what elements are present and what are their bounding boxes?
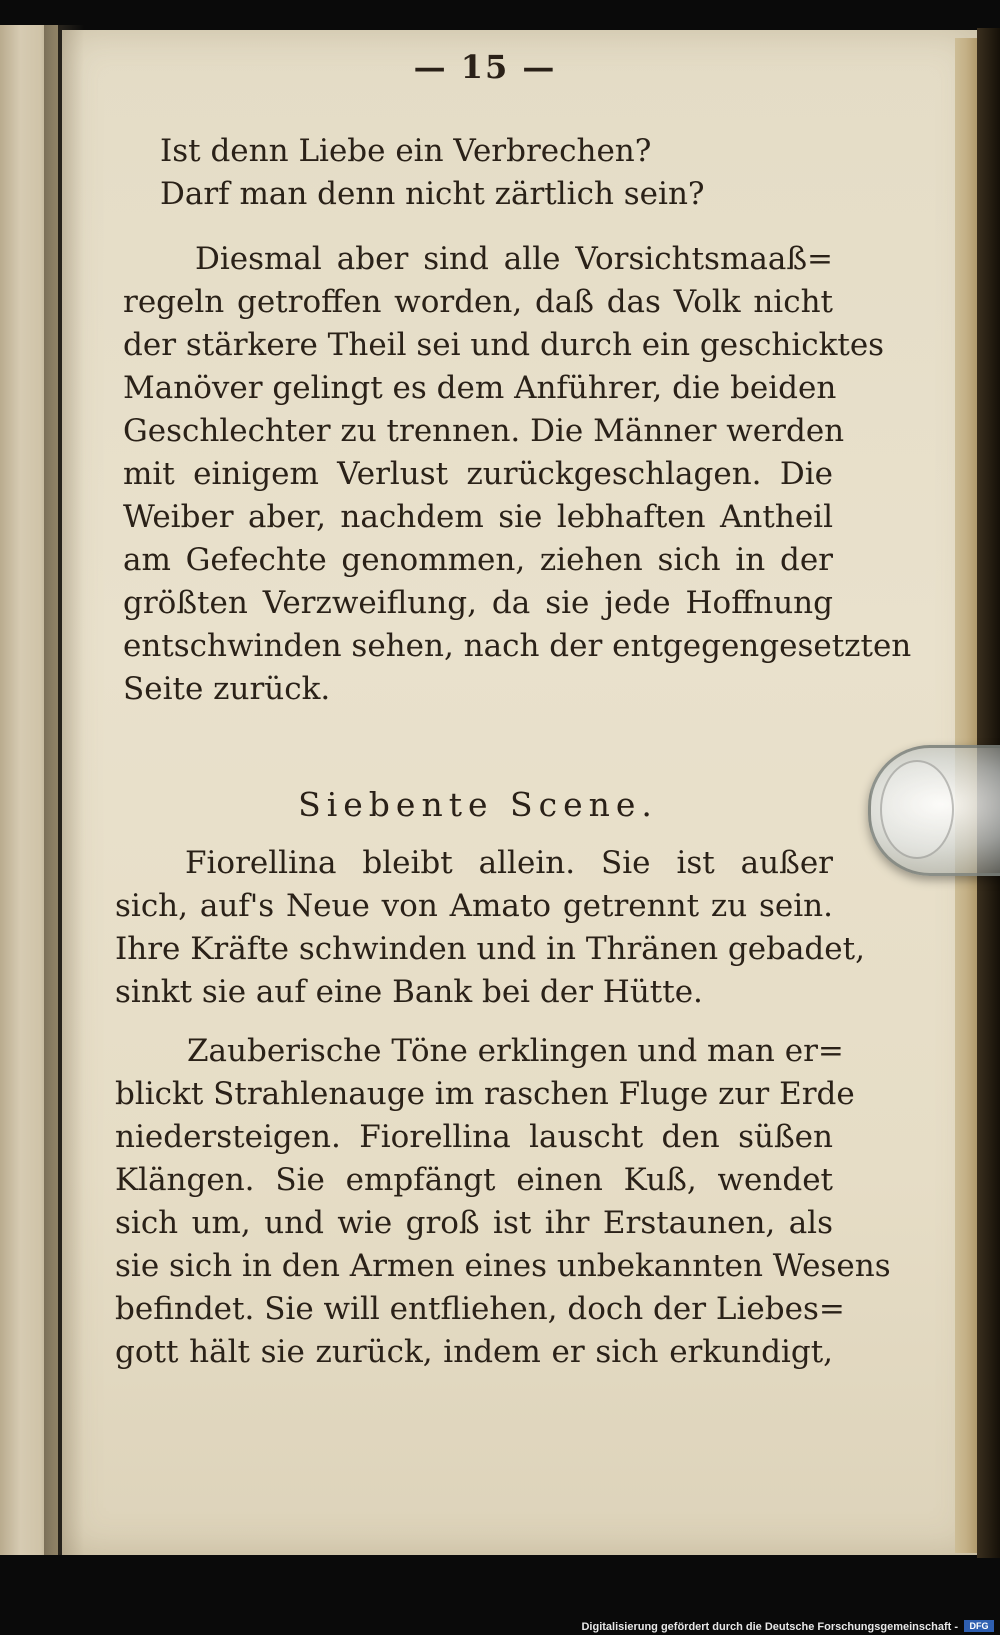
text-line: niedersteigen. Fiorellina lauscht den süßen	[115, 1119, 833, 1155]
verse-line: Darf man denn nicht zärtlich sein?	[160, 176, 705, 212]
text-line: am Gefechte genommen, ziehen sich in der	[123, 542, 833, 578]
paragraph-2	[115, 842, 865, 1014]
text-line: Fiorellina bleibt allein. Sie ist außer	[185, 845, 833, 881]
text-line: befindet. Sie will entfliehen, doch der Liebes=	[115, 1291, 845, 1327]
paragraph-3	[115, 1030, 891, 1374]
text-line: Manöver gelingt es dem Anführer, die beiden	[123, 370, 837, 406]
paragraph-1	[123, 238, 912, 711]
text-line: Weiber aber, nachdem sie lebhaften Antheil	[123, 499, 833, 535]
text-line: entschwinden sehen, nach der entgegengesetzten	[123, 628, 912, 664]
scene-heading: Siebente Scene.	[298, 785, 658, 824]
text-line: sie sich in den Armen eines unbekannten Wesens	[115, 1248, 891, 1284]
text-line: mit einigem Verlust zurückgeschlagen. Die	[123, 456, 833, 492]
text-line: Klängen. Sie empfängt einen Kuß, wendet	[115, 1162, 833, 1198]
text-line: Geschlechter zu trennen. Die Männer werden	[123, 413, 845, 449]
text-line: gott hält sie zurück, indem er sich erkundigt,	[115, 1334, 833, 1370]
text-line: größten Verzweiflung, da sie jede Hoffnung	[123, 585, 833, 621]
text-line: der stärkere Theil sei und durch ein geschicktes	[123, 327, 885, 363]
verse-line: Ist denn Liebe ein Verbrechen?	[160, 133, 652, 169]
digitization-credit: Digitalisierung gefördert durch die Deutsche Forschungsgemeinschaft -	[581, 1621, 958, 1633]
page-number: — 15 —	[413, 48, 557, 86]
text-line: sinkt sie auf eine Bank bei der Hütte.	[115, 974, 703, 1010]
verse-block	[160, 130, 760, 216]
text-line: Seite zurück.	[123, 671, 331, 707]
text-line: Ihre Kräfte schwinden und in Thränen gebadet,	[115, 931, 865, 967]
text-line: regeln getroffen worden, daß das Volk nicht	[123, 284, 833, 320]
text-line: sich um, und wie groß ist ihr Erstaunen, als	[115, 1205, 833, 1241]
text-line: blickt Strahlenauge im raschen Fluge zur Erde	[115, 1076, 855, 1112]
binding-gutter	[44, 25, 84, 1555]
text-line: Zauberische Töne erklingen und man er=	[187, 1033, 844, 1069]
text-line: Diesmal aber sind alle Vorsichtsmaaß=	[195, 241, 833, 277]
text-line: sich, auf's Neue von Amato getrennt zu sein.	[115, 888, 833, 924]
dfg-logo: DFG	[964, 1620, 994, 1632]
glass-weight-highlight	[880, 760, 954, 859]
